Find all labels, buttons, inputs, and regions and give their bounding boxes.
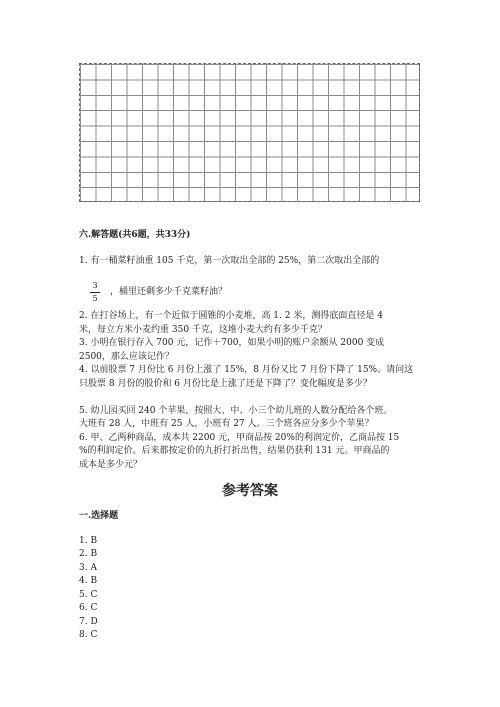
question-4-line-1: 4. 以前股票 7 月份比 6 月份上涨了 15%，8 月份又比 7 月份下降了 15%。请问这 (79, 365, 414, 375)
answer-section-heading-choice: 一.选择题 (79, 511, 119, 521)
question-1-line-2: ，桶里还剩多少千克菜籽油？ (110, 287, 228, 297)
question-5-line-1: 5. 幼儿园买回 240 个苹果，按照大、中、小三个幼儿班的人数分配给各个班。 (79, 406, 393, 416)
question-3-line-1: 3. 小明在银行存入 700 元，记作＋700，如果小明的账户余额从 2000 变成 (79, 338, 385, 348)
fraction-numerator: 3 (92, 281, 98, 290)
answer-item: 3. A (79, 563, 97, 573)
answer-item: 4. B (79, 576, 98, 586)
section-heading-answer-questions: 六.解答题(共6题，共33分) (79, 230, 191, 240)
question-2-line-2: 米，每立方米小麦约重 350 千克，这堆小麦大约有多少千克？ (79, 325, 327, 335)
answer-item: 6. C (79, 603, 98, 613)
question-6-line-1: 6. 甲、乙两种商品，成本共 2200 元，甲商品按 20%的利润定价，乙商品按 15 (79, 433, 400, 443)
question-1-line-1: 1. 有一桶菜籽油重 105 千克，第一次取出全部的 25%，第二次取出全部的 (79, 256, 380, 266)
answer-item: 7. D (79, 617, 98, 627)
question-1-fraction (90, 281, 100, 304)
question-6-line-3: 成本是多少元？ (79, 460, 143, 470)
answer-key-title: 参考答案 (222, 483, 278, 499)
question-6-line-2: %的利润定价。后来都按定价的九折打折出售，结果仍获利 131 元。甲商品的 (79, 446, 390, 456)
fraction-denominator: 5 (92, 294, 98, 303)
question-2-line-1: 2. 在打谷场上，有一个近似于圆锥的小麦堆，高 1. 2 米，测得底面直径是 4 (79, 311, 383, 321)
fraction-bar (90, 292, 100, 293)
answer-item: 1. B (79, 536, 98, 546)
answer-item: 8. C (79, 630, 98, 640)
answer-item: 2. B (79, 549, 98, 559)
question-3-line-2: 2500，那么应该记作？ (79, 352, 174, 362)
answer-item: 5. C (79, 590, 98, 600)
question-4-line-2: 只股票 8 月份的股价和 6 月份比是上涨了还是下降了？变化幅度是多少？ (79, 379, 372, 389)
question-5-line-2: 大班有 28 人，中班有 25 人，小班有 27 人。三个班各应分多少个苹果？ (79, 419, 374, 429)
writing-grid (79, 63, 420, 202)
